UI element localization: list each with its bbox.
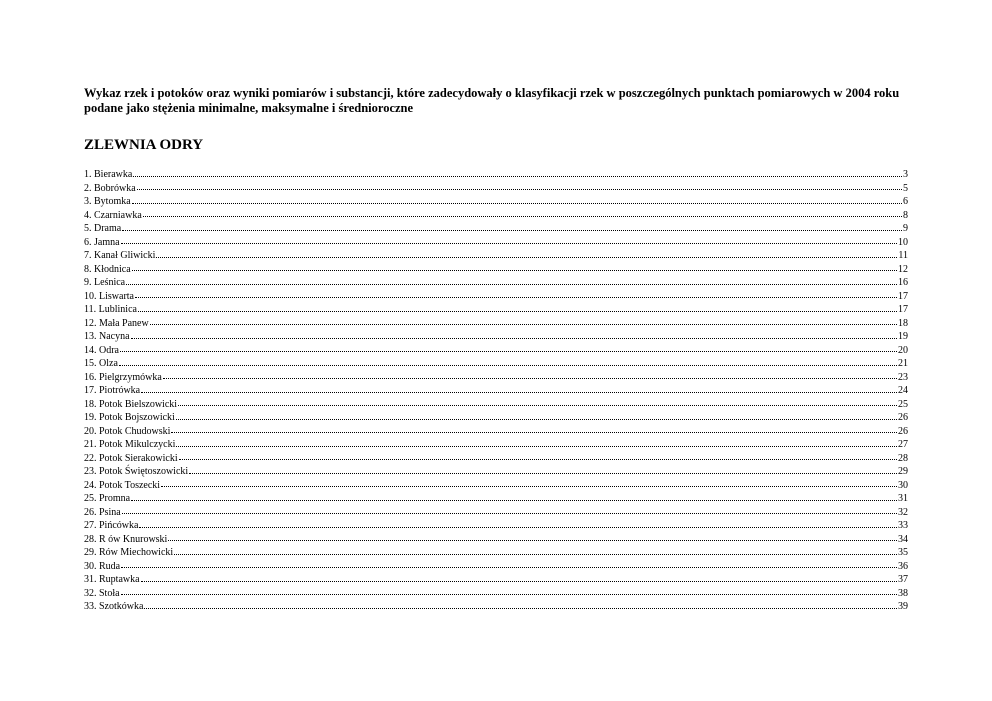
toc-dot-leader bbox=[121, 242, 897, 244]
toc-entry-page-number: 39 bbox=[898, 601, 908, 612]
toc-entry-label: 17. Piotrówka bbox=[84, 385, 141, 396]
toc-entry-label: 18. Potok Bielszowicki bbox=[84, 398, 178, 410]
toc-dot-leader bbox=[144, 607, 897, 609]
toc-dot-leader bbox=[132, 269, 897, 271]
toc-entry[interactable] bbox=[84, 533, 908, 547]
toc-entry[interactable] bbox=[84, 479, 908, 493]
toc-dot-leader bbox=[121, 566, 897, 568]
toc-dot-leader bbox=[119, 364, 897, 366]
table-of-contents bbox=[84, 168, 908, 614]
toc-entry-label: 11. Lublinica bbox=[84, 304, 137, 315]
toc-entry-page-number: 26 bbox=[898, 412, 908, 423]
document-page bbox=[84, 86, 908, 614]
toc-entry-page-number: 28 bbox=[898, 452, 908, 464]
toc-dot-leader bbox=[135, 296, 897, 298]
toc-entry-page-number: 17 bbox=[898, 304, 908, 315]
toc-entry-page-number: 19 bbox=[898, 331, 908, 342]
toc-entry-page-number: 3 bbox=[903, 169, 908, 180]
toc-dot-leader bbox=[176, 445, 897, 447]
toc-entry-page-number: 12 bbox=[898, 263, 908, 275]
toc-entry[interactable] bbox=[84, 330, 908, 344]
toc-entry-page-number: 31 bbox=[898, 493, 908, 504]
toc-entry[interactable] bbox=[84, 263, 908, 277]
toc-entry-page-number: 8 bbox=[903, 209, 908, 221]
toc-dot-leader bbox=[122, 229, 902, 231]
toc-entry-page-number: 24 bbox=[898, 385, 908, 396]
toc-entry-page-number: 23 bbox=[898, 371, 908, 383]
toc-entry-page-number: 17 bbox=[898, 290, 908, 302]
toc-entry[interactable] bbox=[84, 452, 908, 466]
toc-entry-page-number: 9 bbox=[903, 223, 908, 234]
toc-entry-label: 20. Potok Chudowski bbox=[84, 425, 171, 437]
toc-dot-leader bbox=[178, 404, 897, 406]
toc-entry-label: 3. Bytomka bbox=[84, 196, 131, 207]
toc-entry[interactable] bbox=[84, 303, 908, 317]
toc-dot-leader bbox=[161, 485, 897, 487]
toc-entry-label: 24. Potok Toszecki bbox=[84, 479, 161, 491]
toc-entry-label: 10. Liswarta bbox=[84, 290, 134, 302]
toc-entry-page-number: 25 bbox=[898, 398, 908, 410]
toc-entry-label: 16. Pielgrzymówka bbox=[84, 371, 162, 383]
toc-entry[interactable] bbox=[84, 222, 908, 236]
toc-dot-leader bbox=[131, 337, 897, 339]
toc-entry-label: 32. Stoła bbox=[84, 587, 120, 599]
toc-entry-label: 15. Olza bbox=[84, 358, 118, 369]
toc-entry-page-number: 30 bbox=[898, 479, 908, 491]
toc-dot-leader bbox=[141, 391, 897, 393]
toc-entry[interactable] bbox=[84, 357, 908, 371]
toc-dot-leader bbox=[141, 580, 897, 582]
toc-entry-page-number: 33 bbox=[898, 520, 908, 531]
toc-entry-label: 31. Ruptawka bbox=[84, 574, 140, 585]
toc-entry[interactable] bbox=[84, 195, 908, 209]
toc-entry-label: 4. Czarniawka bbox=[84, 209, 142, 221]
toc-entry-label: 21. Potok Mikulczycki bbox=[84, 439, 176, 450]
toc-entry[interactable] bbox=[84, 465, 908, 479]
toc-entry-label: 27. Pińcówka bbox=[84, 520, 139, 531]
toc-entry-page-number: 38 bbox=[898, 587, 908, 599]
toc-dot-leader bbox=[156, 256, 897, 258]
toc-entry-label: 6. Jamna bbox=[84, 236, 120, 248]
toc-entry[interactable] bbox=[84, 587, 908, 601]
toc-dot-leader bbox=[168, 539, 897, 541]
toc-entry-label: 13. Nacyna bbox=[84, 331, 130, 342]
toc-entry[interactable] bbox=[84, 182, 908, 196]
toc-entry-label: 28. R ów Knurowski bbox=[84, 533, 168, 545]
toc-dot-leader bbox=[139, 526, 897, 528]
toc-dot-leader bbox=[179, 458, 897, 460]
toc-entry-page-number: 20 bbox=[898, 344, 908, 356]
toc-entry-page-number: 18 bbox=[898, 317, 908, 329]
toc-entry-label: 22. Potok Sierakowicki bbox=[84, 452, 178, 464]
toc-entry[interactable] bbox=[84, 560, 908, 574]
toc-entry[interactable] bbox=[84, 276, 908, 290]
toc-entry[interactable] bbox=[84, 600, 908, 614]
toc-entry-page-number: 5 bbox=[903, 182, 908, 194]
toc-entry[interactable] bbox=[84, 168, 908, 182]
toc-dot-leader bbox=[176, 418, 897, 420]
toc-dot-leader bbox=[189, 472, 897, 474]
toc-entry-page-number: 11 bbox=[898, 250, 908, 261]
toc-dot-leader bbox=[122, 512, 897, 514]
toc-entry-label: 1. Bierawka bbox=[84, 169, 133, 180]
document-title: Wykaz rzek i potoków oraz wyniki pomiarów i substancji, które zadecydowały o klasyfikacji rzek w poszczególnych punktach pomiarowych w 2004 roku podane jako stężenia minimalne, maksymalne i średnioroczne bbox=[84, 86, 900, 115]
toc-entry-label: 9. Leśnica bbox=[84, 277, 126, 288]
toc-entry-label: 14. Odra bbox=[84, 344, 119, 356]
section-heading: ZLEWNIA ODRY bbox=[84, 137, 204, 153]
toc-entry-label: 26. Psina bbox=[84, 506, 121, 518]
toc-entry-label: 25. Promna bbox=[84, 493, 131, 504]
toc-dot-leader bbox=[131, 499, 897, 501]
toc-entry-page-number: 6 bbox=[903, 196, 908, 207]
toc-entry[interactable] bbox=[84, 546, 908, 560]
toc-entry-page-number: 26 bbox=[898, 425, 908, 437]
toc-dot-leader bbox=[163, 377, 897, 379]
toc-entry-label: 12. Mała Panew bbox=[84, 317, 149, 329]
toc-entry-label: 19. Potok Bojszowicki bbox=[84, 412, 175, 423]
toc-entry-label: 2. Bobrówka bbox=[84, 182, 136, 194]
toc-entry-label: 7. Kanał Gliwicki bbox=[84, 250, 156, 261]
toc-dot-leader bbox=[174, 553, 897, 555]
toc-entry-page-number: 35 bbox=[898, 547, 908, 558]
toc-entry[interactable] bbox=[84, 438, 908, 452]
toc-entry[interactable] bbox=[84, 344, 908, 358]
toc-entry-label: 5. Drama bbox=[84, 223, 122, 234]
toc-entry-page-number: 21 bbox=[898, 358, 908, 369]
toc-entry[interactable] bbox=[84, 506, 908, 520]
toc-entry[interactable] bbox=[84, 249, 908, 263]
toc-entry[interactable] bbox=[84, 573, 908, 587]
toc-entry[interactable] bbox=[84, 411, 908, 425]
toc-entry[interactable] bbox=[84, 492, 908, 506]
toc-entry-page-number: 37 bbox=[898, 574, 908, 585]
toc-entry-page-number: 10 bbox=[898, 236, 908, 248]
toc-entry-page-number: 34 bbox=[898, 533, 908, 545]
toc-entry-page-number: 29 bbox=[898, 466, 908, 477]
toc-entry-label: 23. Potok Świętoszowicki bbox=[84, 466, 189, 477]
toc-entry-page-number: 36 bbox=[898, 560, 908, 572]
toc-entry-label: 8. Kłodnica bbox=[84, 263, 131, 275]
toc-entry-page-number: 32 bbox=[898, 506, 908, 518]
toc-dot-leader bbox=[120, 350, 897, 352]
toc-entry[interactable] bbox=[84, 425, 908, 439]
toc-entry[interactable] bbox=[84, 236, 908, 250]
toc-dot-leader bbox=[121, 593, 897, 595]
toc-dot-leader bbox=[132, 202, 902, 204]
toc-entry[interactable] bbox=[84, 384, 908, 398]
toc-entry-label: 30. Ruda bbox=[84, 560, 121, 572]
toc-dot-leader bbox=[150, 323, 897, 325]
toc-entry-label: 29. Rów Miechowicki bbox=[84, 547, 174, 558]
toc-dot-leader bbox=[137, 188, 902, 190]
toc-dot-leader bbox=[171, 431, 897, 433]
toc-dot-leader bbox=[138, 310, 897, 312]
toc-entry[interactable] bbox=[84, 398, 908, 412]
toc-entry[interactable] bbox=[84, 209, 908, 223]
toc-entry[interactable] bbox=[84, 317, 908, 331]
toc-entry[interactable] bbox=[84, 371, 908, 385]
toc-entry-page-number: 16 bbox=[898, 277, 908, 288]
toc-dot-leader bbox=[133, 175, 902, 177]
toc-dot-leader bbox=[143, 215, 902, 217]
toc-dot-leader bbox=[126, 283, 897, 285]
toc-entry[interactable] bbox=[84, 519, 908, 533]
toc-entry-label: 33. Szotkówka bbox=[84, 601, 144, 612]
toc-entry-page-number: 27 bbox=[898, 439, 908, 450]
toc-entry[interactable] bbox=[84, 290, 908, 304]
